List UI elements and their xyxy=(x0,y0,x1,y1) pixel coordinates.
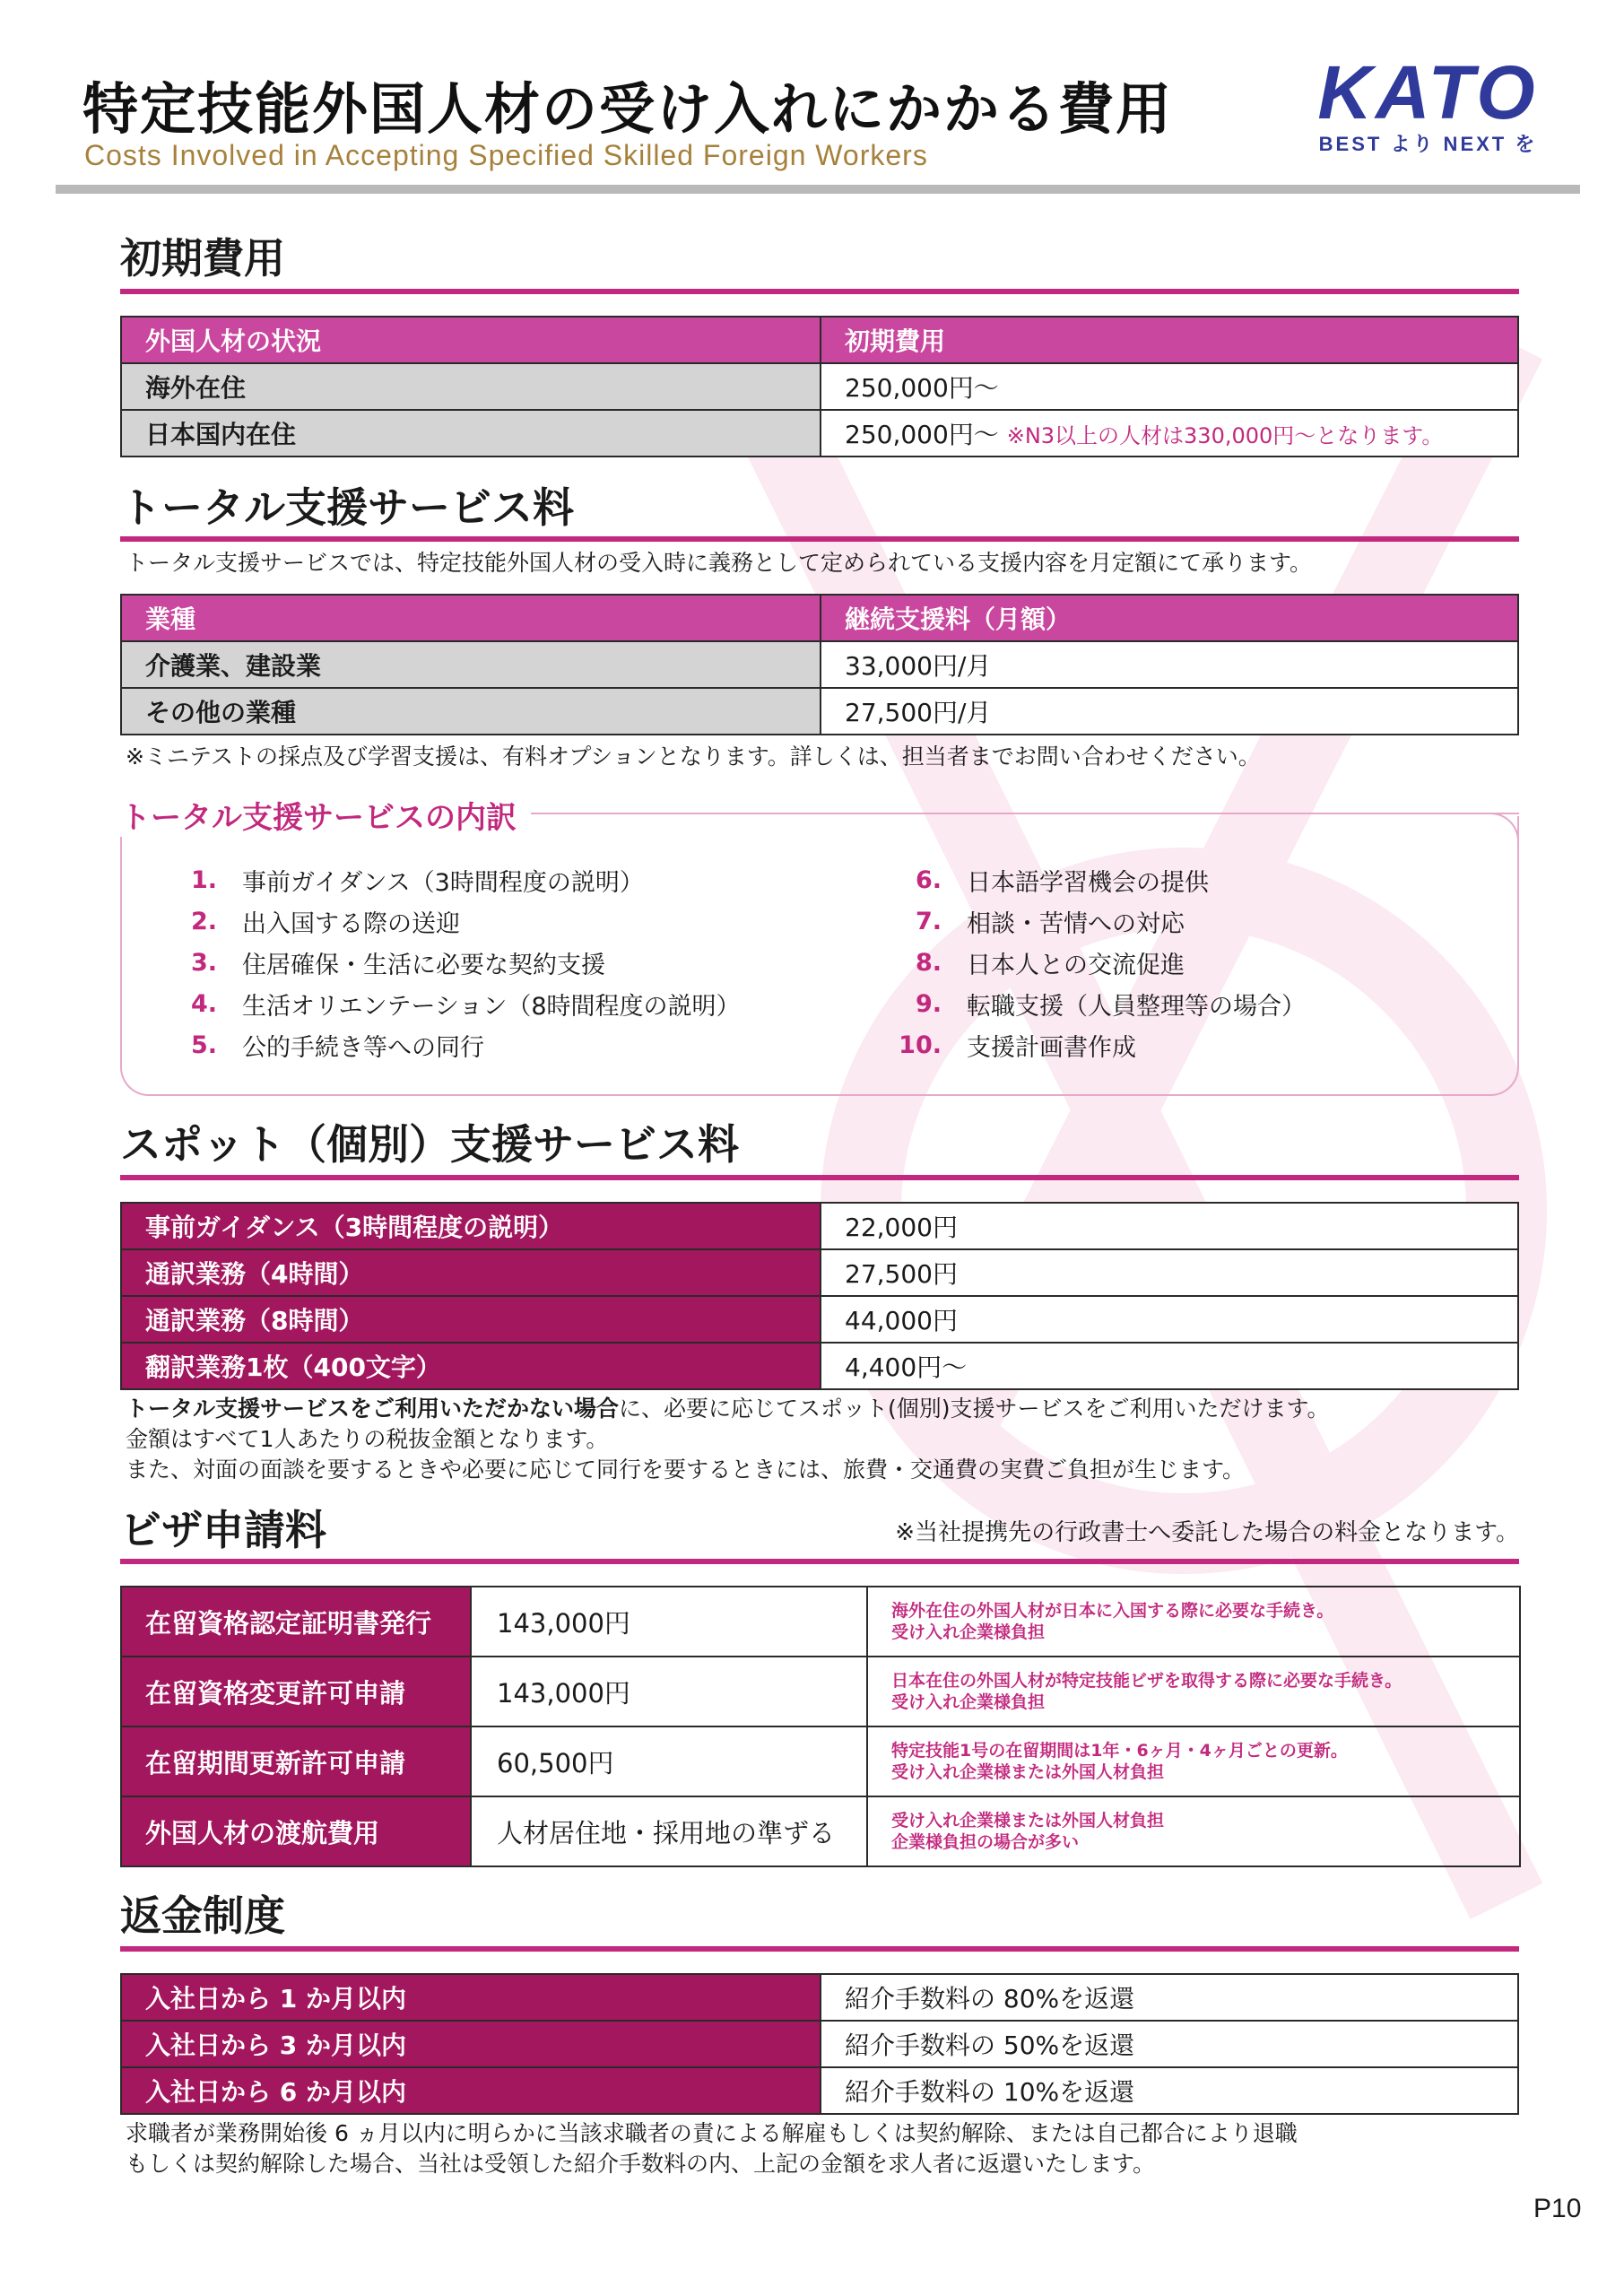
row-value: 22,000円 xyxy=(821,1203,1518,1249)
row-label: 日本国内在住 xyxy=(121,410,821,457)
row-value: 27,500円/月 xyxy=(821,688,1518,735)
list-item xyxy=(158,942,741,983)
refund-description-1: 求職者が業務開始後 6 ヵ月以内に明らかに当該求職者の責による解雇もしくは契約解除、または自己都合により退職 xyxy=(126,2120,1298,2146)
item-text: 住居確保・生活に必要な契約支援 xyxy=(242,951,605,979)
breakdown-list-left xyxy=(158,859,741,1065)
breakdown-list-right xyxy=(882,859,1306,1065)
row-value: 250,000円〜 xyxy=(821,363,1518,410)
total-footnote: ※ミニテストの採点及び学習支援は、有料オプションとなります。詳しくは、担当者までお問い合わせください。 xyxy=(126,744,1261,770)
row-value: 人材居住地・採用地の準ずる xyxy=(471,1796,867,1866)
table-row xyxy=(121,1203,1518,1249)
section-heading-total: トータル支援サービス料 xyxy=(120,483,574,532)
item-text: 出入国する際の送迎 xyxy=(242,909,460,938)
breakdown-heading: トータル支援サービスの内訳 xyxy=(120,793,531,837)
table-row xyxy=(121,2021,1518,2067)
row-label: その他の業種 xyxy=(121,688,821,735)
section-rule xyxy=(120,1946,1519,1952)
logo-text: KATO xyxy=(1317,50,1539,135)
table-row xyxy=(121,2067,1518,2114)
item-number: 9. xyxy=(915,989,942,1018)
note-line: 企業様負担の場合が多い xyxy=(891,1832,1080,1852)
list-item xyxy=(882,1024,1306,1065)
visa-note: ※当社提携先の行政書士へ委託した場合の料金となります。 xyxy=(895,1519,1519,1546)
section-heading-refund: 返金制度 xyxy=(120,1892,285,1940)
item-text: 日本人との交流促進 xyxy=(967,951,1185,979)
item-number: 5. xyxy=(190,1031,217,1059)
table-header: 業種 xyxy=(121,595,821,641)
table-row xyxy=(121,1296,1518,1343)
initial-cost-table xyxy=(120,316,1519,457)
section-rule xyxy=(120,536,1519,542)
item-number: 3. xyxy=(190,948,217,977)
table-row xyxy=(121,641,1518,688)
table-row xyxy=(121,1249,1518,1296)
item-text: 相談・苦情への対応 xyxy=(967,909,1185,938)
note-line: 受け入れ企業様または外国人材負担 xyxy=(891,1811,1165,1831)
logo-tagline: BEST より NEXT を xyxy=(1318,133,1538,155)
row-value: 143,000円 xyxy=(471,1587,867,1657)
row-value: 4,400円〜 xyxy=(821,1343,1518,1389)
total-service-table xyxy=(120,594,1519,735)
section-rule xyxy=(120,289,1519,294)
visa-fee-table xyxy=(120,1586,1521,1867)
list-item xyxy=(158,859,741,900)
row-value: 33,000円/月 xyxy=(821,641,1518,688)
table-row xyxy=(121,1726,1520,1796)
row-label: 事前ガイダンス（3時間程度の説明） xyxy=(121,1203,821,1249)
row-label: 通訳業務（8時間） xyxy=(121,1296,821,1343)
table-row xyxy=(121,1974,1518,2021)
table-row xyxy=(121,363,1518,410)
table-row xyxy=(121,1343,1518,1389)
item-text: 転職支援（人員整理等の場合） xyxy=(967,992,1306,1021)
item-number: 4. xyxy=(190,989,217,1018)
row-label: 海外在住 xyxy=(121,363,821,410)
row-label: 介護業、建設業 xyxy=(121,641,821,688)
item-text: 生活オリエンテーション（8時間程度の説明） xyxy=(242,992,741,1021)
item-number: 2. xyxy=(190,907,217,935)
item-text: 事前ガイダンス（3時間程度の説明） xyxy=(242,868,644,897)
note-line: 特定技能1号の在留期間は1年・6ヶ月・4ヶ月ごとの更新。 xyxy=(891,1741,1348,1761)
row-value: 27,500円 xyxy=(821,1249,1518,1296)
row-note xyxy=(867,1587,1520,1657)
section-rule xyxy=(120,1559,1519,1564)
spot-description-3: また、対面の面談を要するときや必要に応じて同行を要するときには、旅費・交通費の実費ご負担が生じます。 xyxy=(126,1457,1246,1483)
section-heading-initial: 初期費用 xyxy=(120,234,285,283)
row-label: 入社日から 1 か月以内 xyxy=(121,1974,821,2021)
row-label: 入社日から 3 か月以内 xyxy=(121,2021,821,2067)
row-value xyxy=(821,410,1518,457)
value-note: ※N3以上の人材は330,000円〜となります。 xyxy=(1006,423,1444,448)
row-label: 入社日から 6 か月以内 xyxy=(121,2067,821,2114)
row-label: 在留期間更新許可申請 xyxy=(121,1726,471,1796)
row-label: 翻訳業務1枚（400文字） xyxy=(121,1343,821,1389)
row-label: 外国人材の渡航費用 xyxy=(121,1796,471,1866)
row-value: 60,500円 xyxy=(471,1726,867,1796)
list-item xyxy=(158,900,741,942)
table-row xyxy=(121,688,1518,735)
page-number: P10 xyxy=(1533,2194,1582,2223)
note-line: 日本在住の外国人材が特定技能ビザを取得する際に必要な手続き。 xyxy=(891,1671,1403,1691)
list-item xyxy=(882,900,1306,942)
note-line: 受け入れ企業様または外国人材負担 xyxy=(891,1762,1165,1782)
table-header: 初期費用 xyxy=(821,317,1518,363)
item-text: 公的手続き等への同行 xyxy=(242,1033,484,1062)
spot-service-table xyxy=(120,1202,1519,1390)
spot-description-bold: トータル支援サービスをご利用いただかない場合 xyxy=(126,1396,620,1422)
spot-description xyxy=(126,1394,1330,1424)
item-text: 日本語学習機会の提供 xyxy=(967,868,1209,897)
row-label: 在留資格変更許可申請 xyxy=(121,1657,471,1726)
header-divider xyxy=(56,185,1580,194)
table-header: 継続支援料（月額） xyxy=(821,595,1518,641)
section-rule xyxy=(120,1175,1519,1180)
page-subtitle: Costs Involved in Accepting Specified Skilled Foreign Workers xyxy=(84,139,928,171)
spot-description-2: 金額はすべて1人あたりの税抜金額となります。 xyxy=(126,1426,609,1452)
section-heading-spot: スポット（個別）支援サービス料 xyxy=(120,1120,739,1169)
table-row xyxy=(121,410,1518,457)
row-value: 紹介手数料の 80%を返還 xyxy=(821,1974,1518,2021)
note-line: 海外在住の外国人材が日本に入国する際に必要な手続き。 xyxy=(891,1601,1334,1621)
note-line: 受け入れ企業様負担 xyxy=(891,1692,1046,1712)
list-item xyxy=(158,1024,741,1065)
list-item xyxy=(882,859,1306,900)
table-row xyxy=(121,1796,1520,1866)
row-value: 143,000円 xyxy=(471,1657,867,1726)
section-heading-visa: ビザ申請料 xyxy=(120,1506,326,1554)
refund-table xyxy=(120,1973,1519,2115)
item-text: 支援計画書作成 xyxy=(967,1033,1136,1062)
list-item xyxy=(882,983,1306,1024)
item-number: 6. xyxy=(915,865,942,894)
row-note xyxy=(867,1726,1520,1796)
value-text: 250,000円〜 xyxy=(845,420,999,449)
row-value: 44,000円 xyxy=(821,1296,1518,1343)
row-value: 紹介手数料の 10%を返還 xyxy=(821,2067,1518,2114)
row-note xyxy=(867,1657,1520,1726)
note-line: 受け入れ企業様負担 xyxy=(891,1622,1046,1642)
list-item xyxy=(882,942,1306,983)
refund-description-2: もしくは契約解除した場合、当社は受領した紹介手数料の内、上記の金額を求人者に返還いたします。 xyxy=(126,2151,1156,2177)
row-value: 紹介手数料の 50%を返還 xyxy=(821,2021,1518,2067)
table-row xyxy=(121,1587,1520,1657)
page-title: 特定技能外国人材の受け入れにかかる費用 xyxy=(83,76,1174,142)
row-label: 在留資格認定証明書発行 xyxy=(121,1587,471,1657)
item-number: 7. xyxy=(915,907,942,935)
table-header: 外国人材の状況 xyxy=(121,317,821,363)
spot-description-rest: に、必要に応じてスポット(個別)支援サービスをご利用いただけます。 xyxy=(619,1396,1330,1422)
list-item xyxy=(158,983,741,1024)
item-number: 1. xyxy=(190,865,217,894)
item-number: 8. xyxy=(915,948,942,977)
item-number: 10. xyxy=(899,1031,942,1059)
row-label: 通訳業務（4時間） xyxy=(121,1249,821,1296)
table-row xyxy=(121,1657,1520,1726)
kato-logo xyxy=(1300,52,1556,157)
row-note xyxy=(867,1796,1520,1866)
total-description: トータル支援サービスでは、特定技能外国人材の受入時に義務として定められている支援内容を月定額にて承ります。 xyxy=(126,550,1313,576)
